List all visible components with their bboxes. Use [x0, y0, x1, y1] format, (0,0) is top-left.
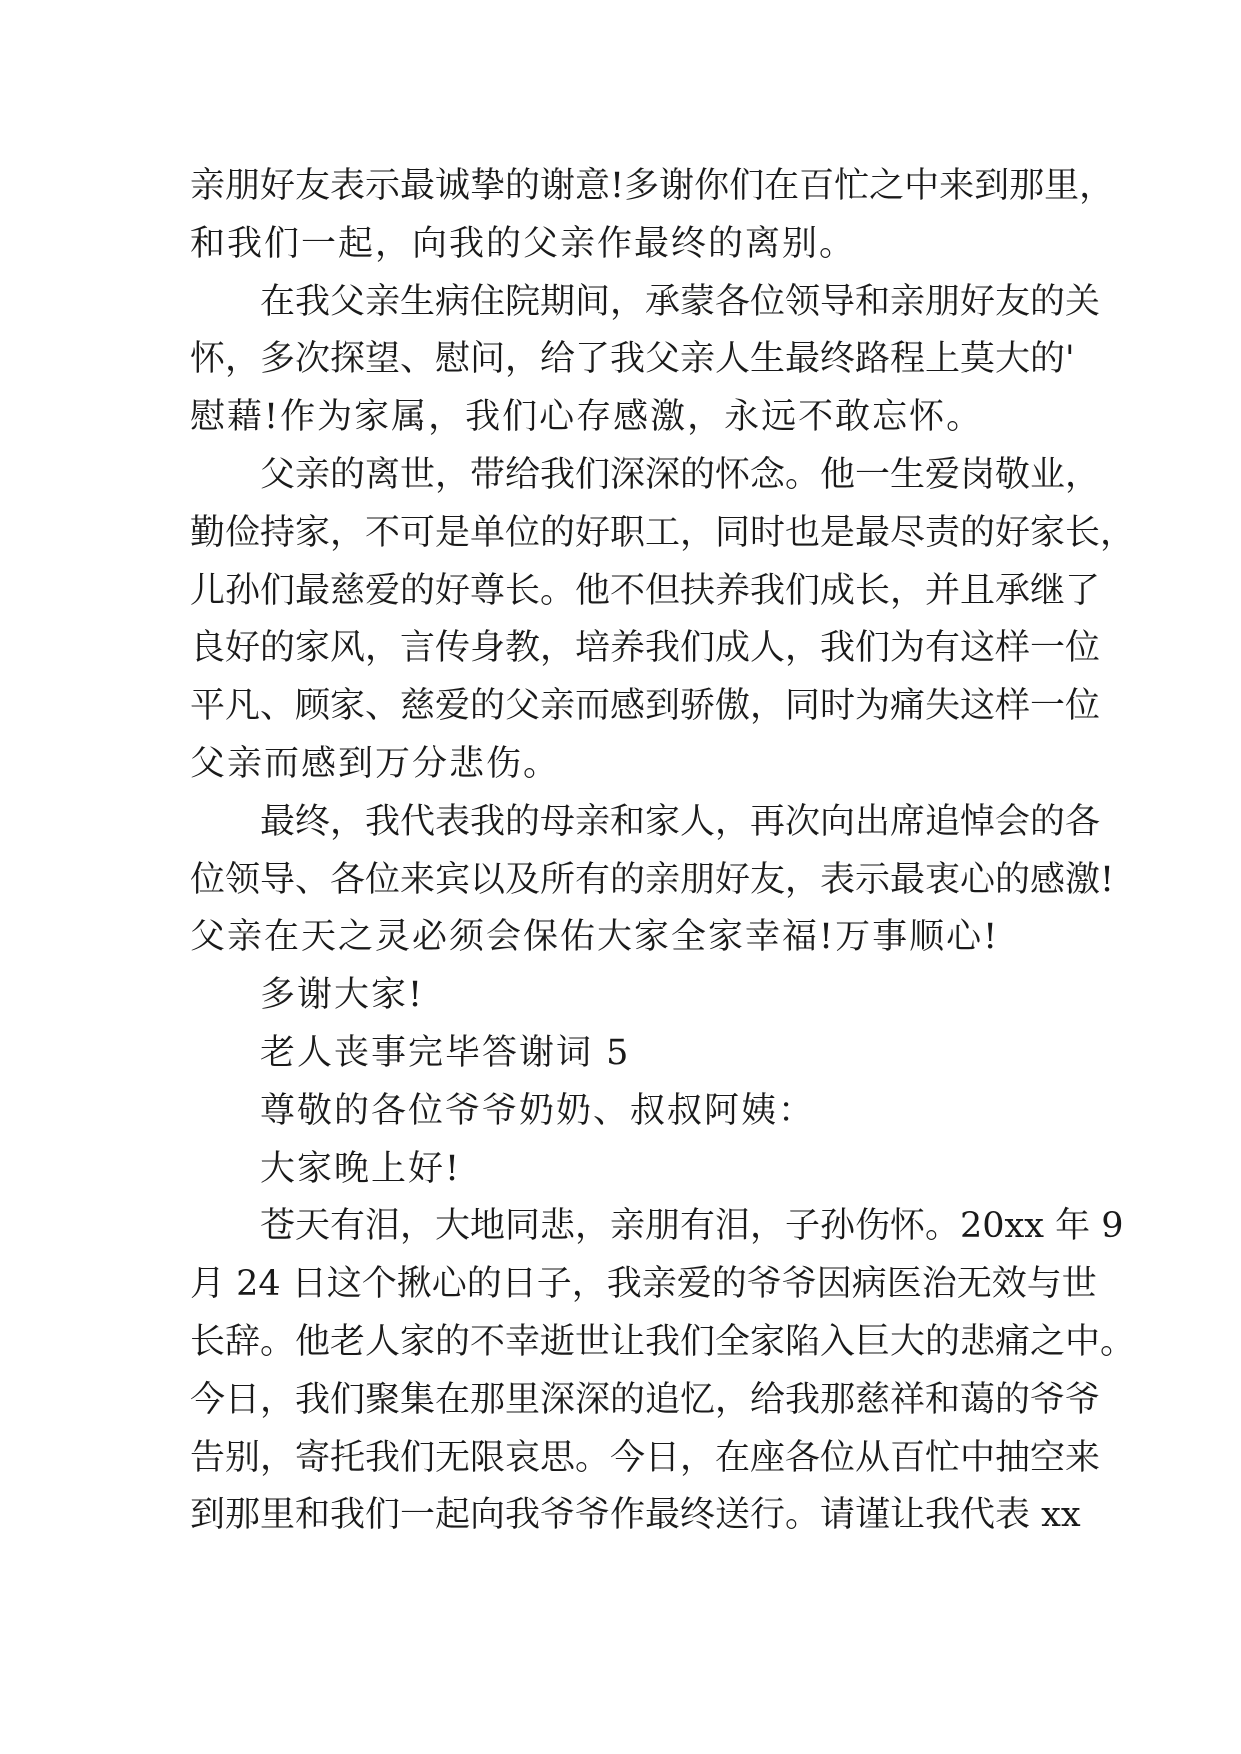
text-line: 良好的家风，言传身教，培养我们成人，我们为有这样一位 [190, 628, 1101, 669]
text-line: 告别，寄托我们无限哀思。今日，在座各位从百忙中抽空来 [190, 1437, 1101, 1478]
text-line: 父亲在天之灵必须会保佑大家全家幸福!万事顺心! [190, 917, 1000, 958]
text-line: 苍天有泪，大地同悲，亲朋有泪，子孙伤怀。20xx 年 9 [260, 1206, 1124, 1247]
text-line: 在我父亲生病住院期间，承蒙各位领导和亲朋好友的关 [260, 281, 1101, 322]
text-line: 老人丧事完毕答谢词 5 [260, 1032, 631, 1073]
text-line: 长辞。他老人家的不幸逝世让我们全家陷入巨大的悲痛之中。 [190, 1321, 1136, 1362]
text-line: 父亲而感到万分悲伤。 [190, 743, 561, 784]
text-line: 最终，我代表我的母亲和家人，再次向出席追悼会的各 [260, 801, 1101, 842]
document-body [190, 158, 1136, 1545]
text-line: 儿孙们最慈爱的好尊长。他不但扶养我们成长，并且承继了 [190, 570, 1101, 611]
text-line: 父亲的离世，带给我们深深的怀念。他一生爱岗敬业， [260, 454, 1101, 495]
text-line: 今日，我们聚集在那里深深的追忆，给我那慈祥和蔼的爷爷 [190, 1379, 1101, 1420]
text-line: 到那里和我们一起向我爷爷作最终送行。请谨让我代表 xx [190, 1495, 1081, 1536]
text-line: 尊敬的各位爷爷奶奶、叔叔阿姨： [260, 1090, 816, 1131]
text-line: 怀，多次探望、慰问，给了我父亲人生最终路程上莫大的' [190, 339, 1075, 380]
text-line: 亲朋好友表示最诚挚的谢意!多谢你们在百忙之中来到那里， [190, 166, 1115, 206]
text-line: 勤俭持家，不可是单位的好职工，同时也是最尽责的好家长， [190, 512, 1136, 553]
text-line: 慰藉!作为家属，我们心存感激，永远不敢忘怀。 [190, 397, 984, 438]
text-line: 多谢大家! [260, 975, 425, 1016]
text-line: 和我们一起，向我的父亲作最终的离别。 [190, 223, 857, 264]
text-line: 月 24 日这个揪心的日子，我亲爱的爷爷因病医治无效与世 [190, 1264, 1097, 1305]
text-line: 平凡、顾家、慈爱的父亲而感到骄傲，同时为痛失这样一位 [190, 686, 1101, 727]
text-line: 大家晚上好! [260, 1148, 462, 1189]
text-line: 位领导、各位来宾以及所有的亲朋好友，表示最衷心的感激! [190, 859, 1115, 900]
